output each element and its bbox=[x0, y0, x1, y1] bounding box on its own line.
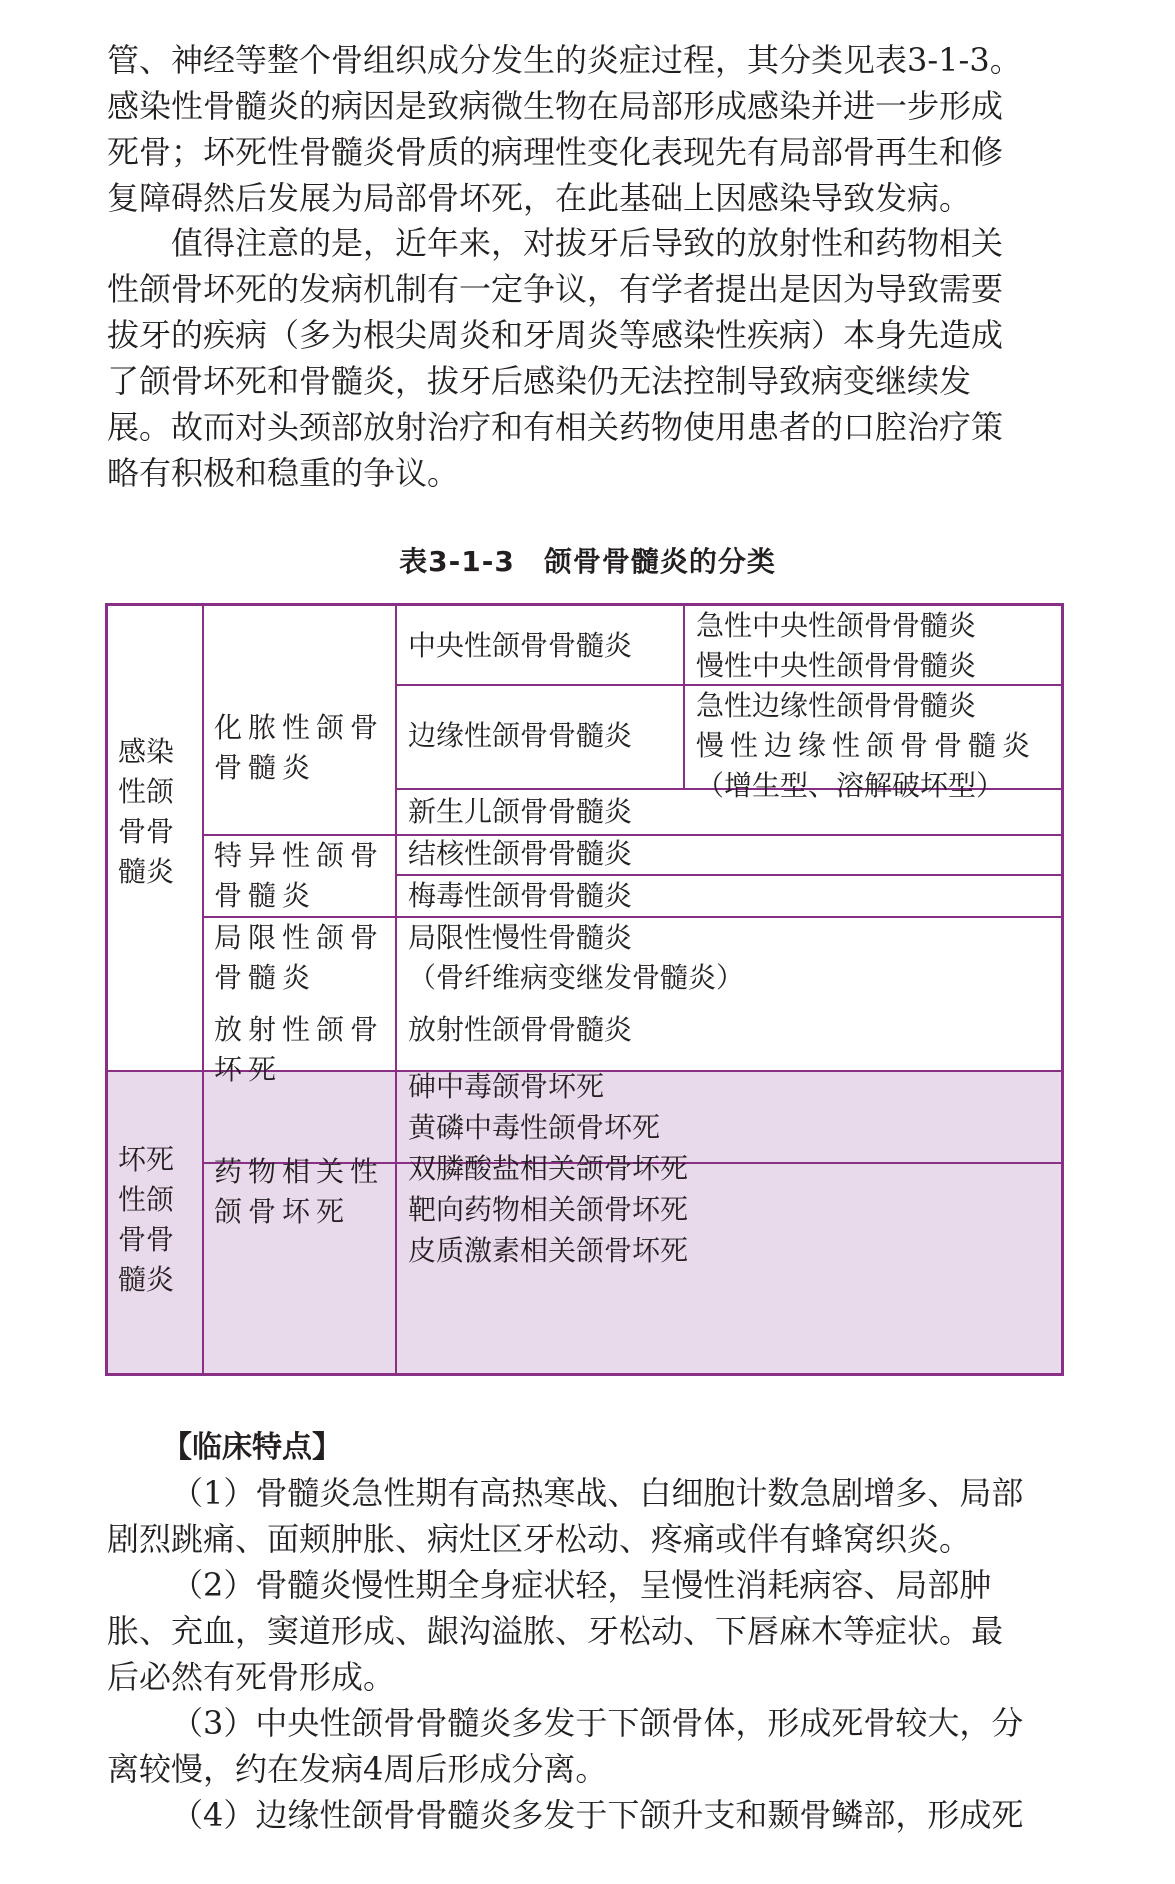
text-line: 离较慢，约在发病4周后形成分离。 bbox=[107, 1750, 608, 1788]
central-subtypes bbox=[696, 606, 976, 686]
text-line: 展。故而对头颈部放射治疗和有相关药物使用患者的口腔治疗策 bbox=[107, 408, 1004, 446]
cell-text: 皮质激素相关颌骨坏死 bbox=[408, 1234, 689, 1267]
cell-text: 坏死 bbox=[214, 1053, 283, 1086]
text-line: 拔牙的疾病（多为根尖周炎和牙周炎等感染性疾病）本身先造成 bbox=[107, 316, 1004, 354]
syphilitic-osteomyelitis: 梅毒性颌骨骨髓炎 bbox=[408, 879, 633, 912]
cell-text: 骨骨 bbox=[118, 815, 175, 848]
subtype-specific bbox=[214, 836, 384, 916]
text-line: 死骨；坏死性骨髓炎骨质的病理性变化表现先有局部骨再生和修 bbox=[107, 133, 1004, 171]
intro-paragraph bbox=[107, 37, 1065, 221]
cell-text: 感染 bbox=[118, 735, 175, 768]
text-line: 略有积极和稳重的争议。 bbox=[107, 454, 460, 492]
cell-text: 坏死 bbox=[118, 1143, 175, 1176]
note-paragraph bbox=[107, 220, 1065, 496]
cell-text: 髓炎 bbox=[118, 1263, 175, 1296]
text-line: （4）边缘性颌骨骨髓炎多发于下颌升支和颞骨鳞部，形成死 bbox=[171, 1796, 1024, 1834]
classification-table bbox=[105, 603, 1064, 1376]
category-infectious bbox=[118, 732, 174, 892]
text-line: 后必然有死骨形成。 bbox=[107, 1658, 396, 1696]
cell-text: 骨髓炎 bbox=[214, 879, 317, 912]
subtype-radiation bbox=[214, 1010, 384, 1090]
radiation-osteomyelitis: 放射性颌骨骨髓炎 bbox=[408, 1013, 633, 1046]
cell-text: 化脓性颌骨 bbox=[214, 711, 385, 744]
central-osteomyelitis: 中央性颌骨骨髓炎 bbox=[408, 629, 633, 662]
localized-chronic-osteomyelitis bbox=[408, 918, 744, 998]
text-line: （1）骨髓炎急性期有高热寒战、白细胞计数急剧增多、局部 bbox=[171, 1474, 1024, 1512]
cell-text: 慢性边缘性颌骨骨髓炎 bbox=[696, 729, 1037, 762]
clinical-features bbox=[107, 1470, 1065, 1838]
text-line: 性颌骨坏死的发病机制有一定争议，有学者提出是因为导致需要 bbox=[107, 270, 1004, 308]
cell-text: 颌骨坏死 bbox=[214, 1195, 351, 1228]
subtype-localized bbox=[214, 918, 384, 998]
text-line: 复障碍然后发展为局部骨坏死，在此基础上因感染导致发病。 bbox=[107, 179, 972, 217]
marginal-subtypes bbox=[696, 686, 1036, 806]
drug-related-list bbox=[408, 1066, 688, 1271]
subtype-drug-related bbox=[214, 1152, 384, 1232]
cell-text: 双膦酸盐相关颌骨坏死 bbox=[408, 1152, 689, 1185]
cell-text: 性颌 bbox=[118, 775, 175, 808]
cell-text: 髓炎 bbox=[118, 855, 175, 888]
text-line: （2）骨髓炎慢性期全身症状轻，呈慢性消耗病容、局部肿 bbox=[171, 1566, 992, 1604]
cell-text: 慢性中央性颌骨骨髓炎 bbox=[696, 649, 977, 682]
text-line: （3）中央性颌骨骨髓炎多发于下颌骨体，形成死骨较大，分 bbox=[171, 1704, 1024, 1742]
cell-text: 特异性颌骨 bbox=[214, 839, 385, 872]
text-line: 值得注意的是，近年来，对拔牙后导致的放射性和药物相关 bbox=[171, 224, 1004, 262]
cell-text: 黄磷中毒性颌骨坏死 bbox=[408, 1111, 661, 1144]
marginal-osteomyelitis: 边缘性颌骨骨髓炎 bbox=[408, 719, 633, 752]
cell-text: 砷中毒颌骨坏死 bbox=[408, 1070, 605, 1103]
cell-text: 局限性慢性骨髓炎 bbox=[408, 921, 633, 954]
cell-text: 局限性颌骨 bbox=[214, 921, 385, 954]
table-divider bbox=[395, 606, 397, 1373]
category-necrotic bbox=[118, 1140, 174, 1300]
cell-text: 靶向药物相关颌骨坏死 bbox=[408, 1193, 689, 1226]
table-divider bbox=[202, 606, 204, 1373]
cell-text: 放射性颌骨 bbox=[214, 1013, 385, 1046]
text-line: 剧烈跳痛、面颊肿胀、病灶区牙松动、疼痛或伴有蜂窝织炎。 bbox=[107, 1520, 972, 1558]
cell-text: 骨骨 bbox=[118, 1223, 175, 1256]
tuberculous-osteomyelitis: 结核性颌骨骨髓炎 bbox=[408, 837, 633, 870]
cell-text: 性颌 bbox=[118, 1183, 175, 1216]
cell-text: （骨纤维病变继发骨髓炎） bbox=[408, 961, 745, 994]
table-caption: 表3-1-3 颌骨骨髓炎的分类 bbox=[399, 545, 776, 578]
text-line: 管、神经等整个骨组织成分发生的炎症过程，其分类见表3-1-3。 bbox=[107, 41, 1022, 79]
cell-text: （增生型、溶解破坏型） bbox=[696, 769, 1005, 802]
table-divider bbox=[683, 606, 685, 788]
cell-text: 药物相关性 bbox=[214, 1155, 385, 1188]
neonatal-osteomyelitis: 新生儿颌骨骨髓炎 bbox=[408, 795, 633, 828]
text-line: 胀、充血，窦道形成、龈沟溢脓、牙松动、下唇麻木等症状。最 bbox=[107, 1612, 1004, 1650]
cell-text: 急性边缘性颌骨骨髓炎 bbox=[696, 689, 977, 722]
subtype-suppurative bbox=[214, 708, 384, 788]
text-line: 了颌骨坏死和骨髓炎，拔牙后感染仍无法控制导致病变继续发 bbox=[107, 362, 972, 400]
cell-text: 骨髓炎 bbox=[214, 751, 317, 784]
cell-text: 急性中央性颌骨骨髓炎 bbox=[696, 609, 977, 642]
cell-text: 骨髓炎 bbox=[214, 961, 317, 994]
text-line: 感染性骨髓炎的病因是致病微生物在局部形成感染并进一步形成 bbox=[107, 87, 1004, 125]
section-heading: 【临床特点】 bbox=[162, 1430, 342, 1465]
